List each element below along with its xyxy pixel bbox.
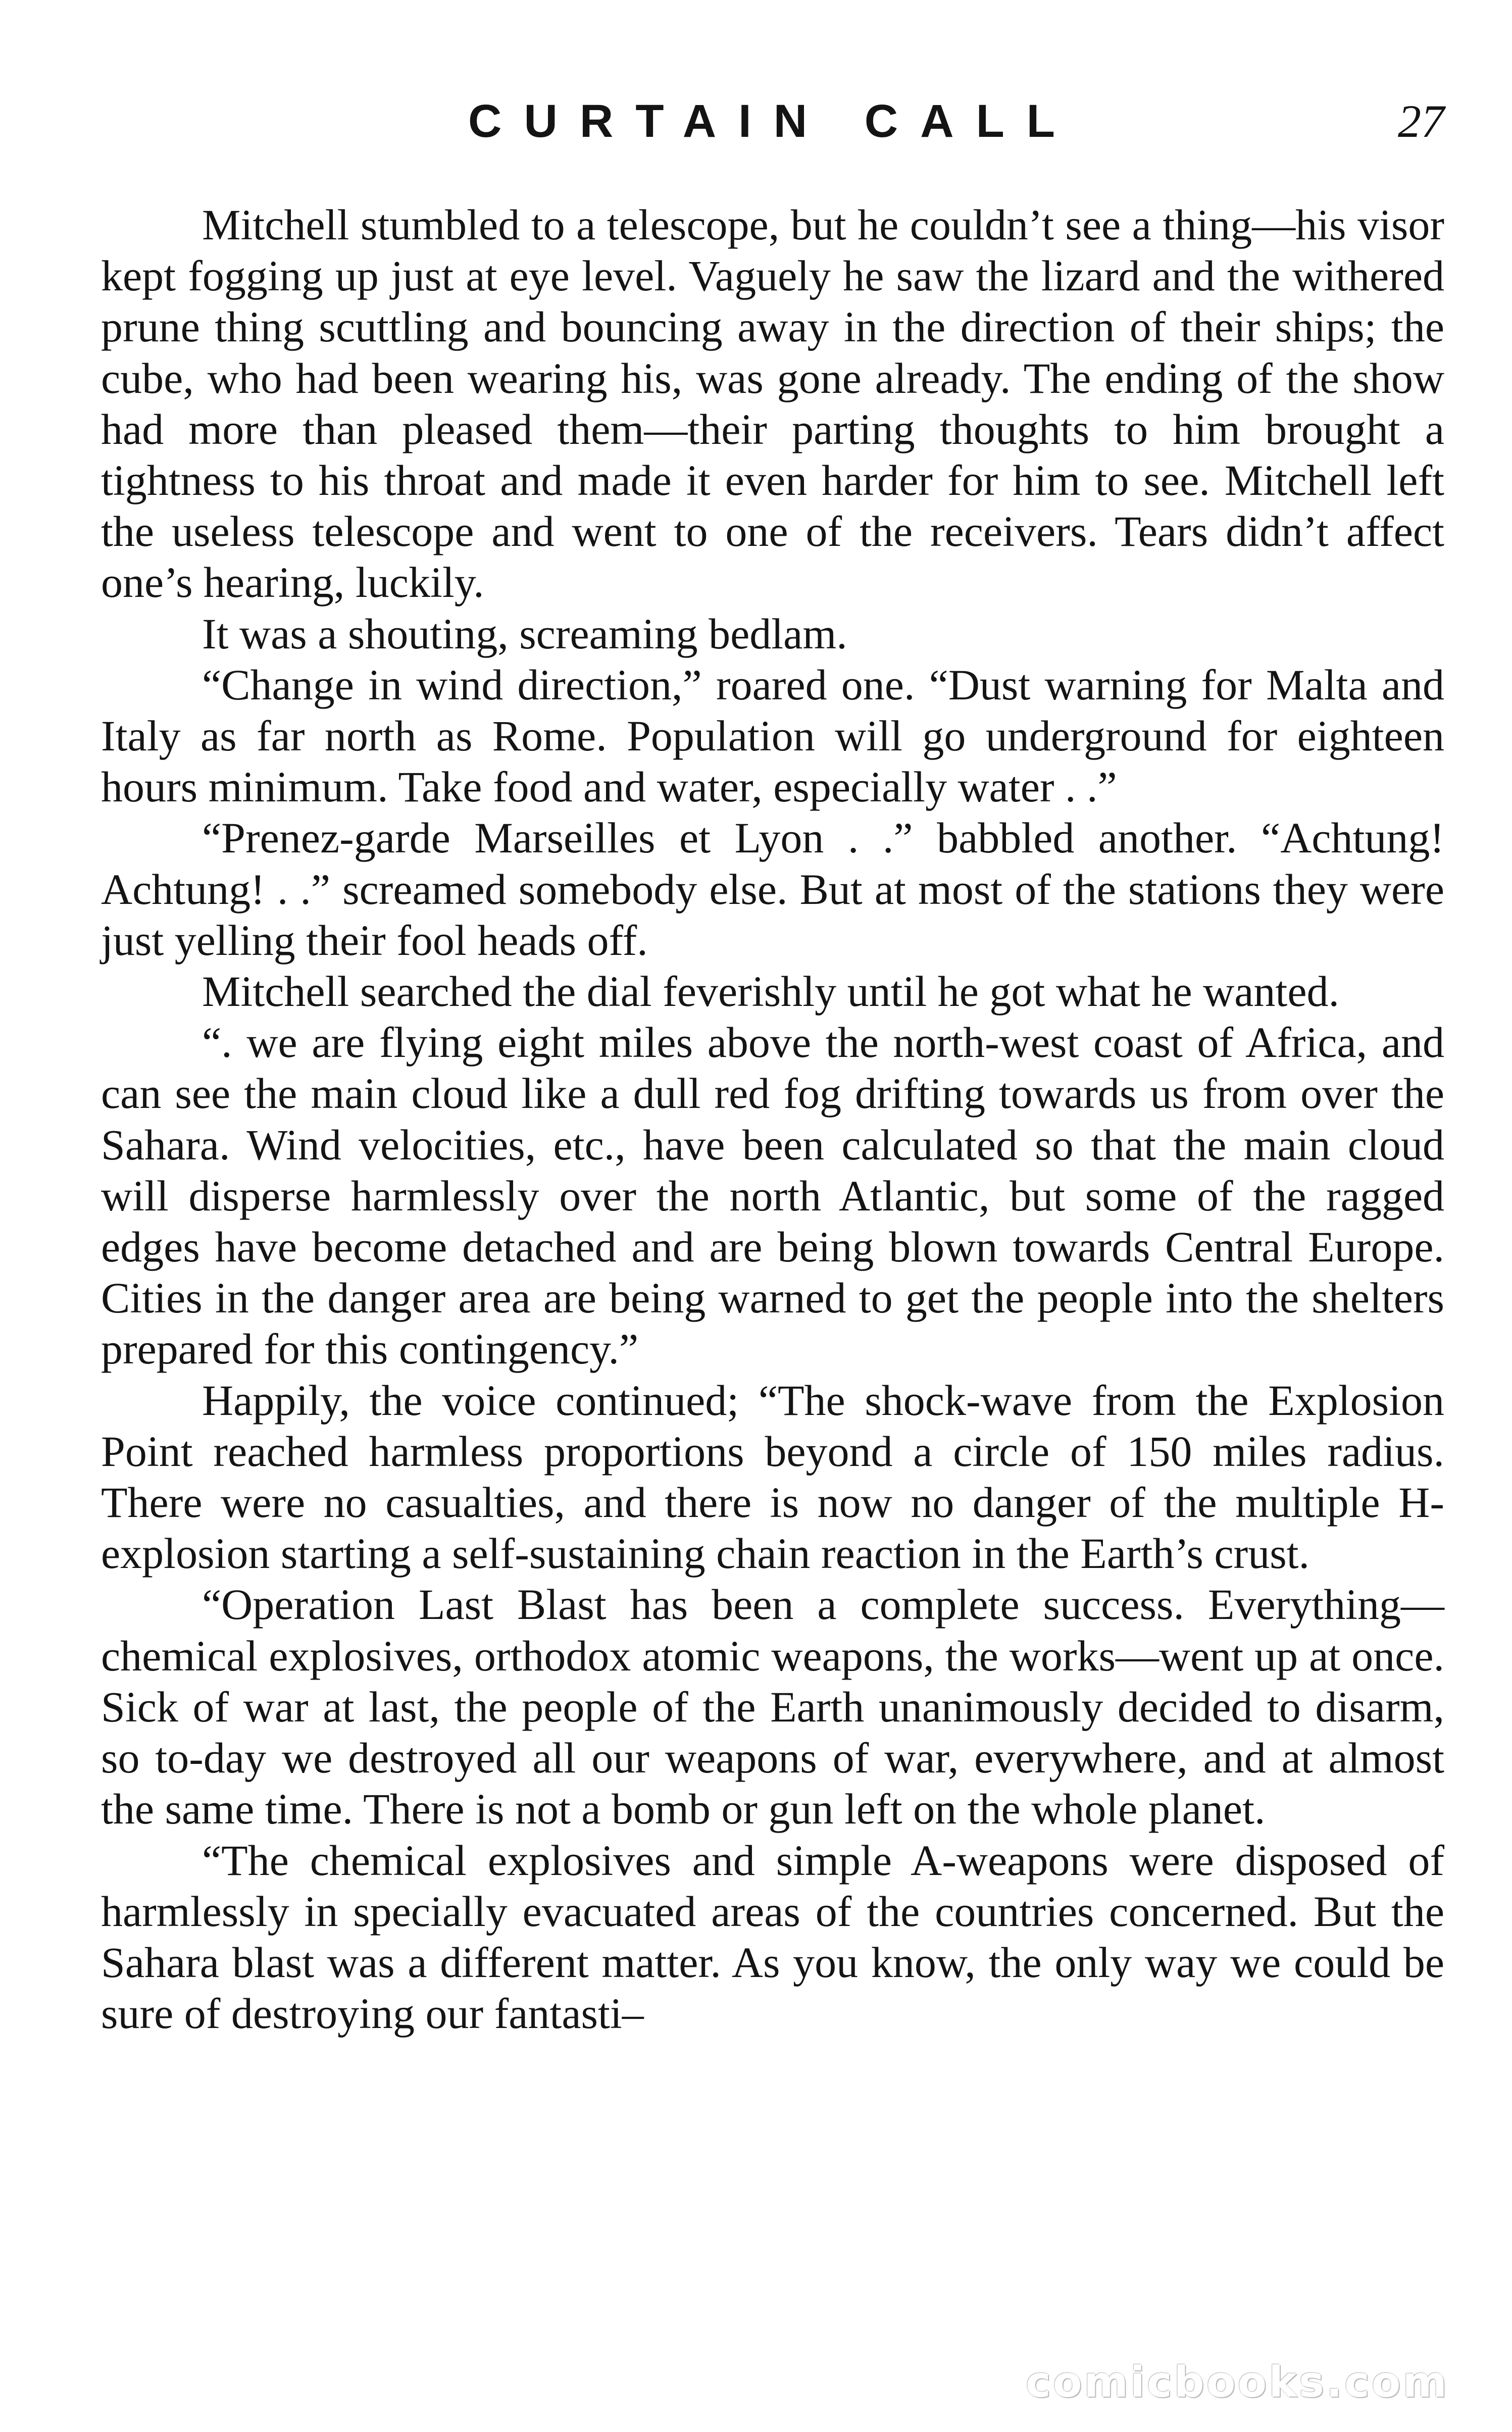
- body-text: [101, 199, 1444, 2039]
- paragraph: “. we are flying eight miles above the north-west coast of Africa, and can see the main cloud like a dull red fog drifting towards us from over the Sahara. Wind velocities, etc., have been calculated so that the main cloud will disperse harmlessly over the north Atlantic, but some of the ragged edges have become detached and are being blown towards Central Europe. Cities in the danger area are being warned to get the people into the shelters prepared for this contingency.”: [101, 1018, 1444, 1374]
- paragraph: Happily, the voice continued; “The shock-wave from the Explosion Point reached harmless proportions beyond a circle of 150 miles radius. There were no casualties, and there is now no danger of the multiple H-explosion starting a self-sustaining chain reaction in the Earth’s crust.: [101, 1376, 1444, 1578]
- paragraph: “Change in wind direction,” roared one. “Dust warning for Malta and Italy as far north as Rome. Population will go underground for eighteen hours minimum. Take food and water, especially water . .”: [101, 660, 1444, 812]
- paragraph: “Prenez-garde Marseilles et Lyon . .” babbled another. “Achtung! Achtung! . .” screamed somebody else. But at most of the stations they were just yelling their fool heads off.: [101, 814, 1444, 965]
- chapter-title: CURTAIN CALL: [468, 95, 1077, 147]
- paragraph: Mitchell searched the dial feverishly until he got what he wanted.: [202, 967, 1339, 1016]
- paragraph: It was a shouting, screaming bedlam.: [202, 609, 847, 658]
- paragraph: “Operation Last Blast has been a complete success. Everything—chemical explosives, orthodox atomic weapons, the works—went up at once. Sick of war at last, the people of the Earth unanimously decided to disarm, so to-day we destroyed all our weapons of war, everywhere, and at almost the same time. There is not a bomb or gun left on the whole planet.: [101, 1580, 1444, 1834]
- source-watermark: comicbooks.com: [1026, 2357, 1449, 2407]
- page-number: 27: [1398, 95, 1444, 147]
- running-head: [101, 88, 1444, 154]
- paragraph: Mitchell stumbled to a telescope, but he couldn’t see a thing—his visor kept fogging up just at eye level. Vaguely he saw the lizard and the withered prune thing scuttling and bouncing away in the direction of their ships; the cube, who had been wearing his, was gone already. The ending of the show had more than pleased them—their parting thoughts to him brought a tightness to his throat and made it even harder for him to see. Mitchell left the useless telescope and went to one of the receivers. Tears didn’t affect one’s hearing, luckily.: [101, 200, 1444, 607]
- paragraph: “The chemical explosives and simple A-weapons were disposed of harmlessly in specially evacuated areas of the countries concerned. But the Sahara blast was a different matter. As you know, the only way we could be sure of destroying our fantasti–: [101, 1836, 1444, 2038]
